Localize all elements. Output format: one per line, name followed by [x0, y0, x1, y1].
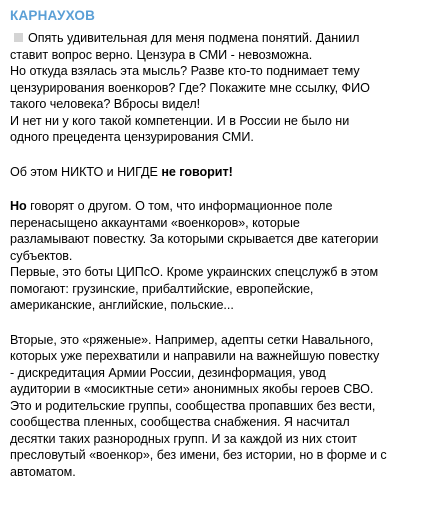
post-line: субъектов. [10, 248, 73, 263]
post-line: сообщества пленных, сообщества снабжения. Я насчитал [10, 415, 350, 429]
post-line: разламывают повестку. За которыми скрывается две категории [10, 232, 379, 246]
post-line: которых уже перехватили и направили на важнейшую повестку [10, 349, 380, 363]
post-line: помогают: грузинские, прибалтийские, европейские, [10, 281, 314, 296]
post-line: десятки таких разнородных групп. И за каждой из них стоит [10, 431, 358, 446]
square-emoji-icon [14, 33, 23, 42]
post-line: Об этом НИКТО и НИГДЕ не говорит! [10, 164, 233, 179]
post-line: пресловутый «военкор», без имени, без истории, но в форме и с [10, 448, 387, 462]
post-line: американские, английские, польские... [10, 298, 234, 312]
post-line: - дискредитация Армии России, дезинформация, увод [10, 365, 326, 380]
post-line: перенасыщено аккаунтами «военкоров», которые [10, 215, 300, 230]
post-line: автоматом. [10, 464, 76, 479]
post-line: Но говорят о другом. О том, что информационное поле [10, 199, 333, 213]
post-line: И нет ни у кого такой компетенции. И в России не было ни [10, 113, 350, 128]
post-line: аудитории в «мосиктные сети» анонимных якобы героев СВО. [10, 382, 374, 396]
post-line: Вторые, это «ряженые». Например, адепты сетки Навального, [10, 332, 374, 347]
post-line: такого человека? Вбросы видел! [10, 97, 201, 111]
post-line: ставит вопрос верно. Цензура в СМИ - невозможна. [10, 47, 313, 62]
channel-author-name[interactable]: КАРНАУХОВ [10, 8, 96, 23]
post-line: Но откуда взялась эта мысль? Разве кто-то поднимает тему [10, 64, 360, 78]
paragraph-gap [10, 314, 424, 332]
post-line: одного прецедента цензурирования СМИ. [10, 130, 254, 144]
post-body [10, 30, 424, 480]
paragraph-gap [10, 180, 424, 198]
post-line: Это и родительские группы, сообщества пропавших без вести, [10, 398, 376, 413]
post-line: Первые, это боты ЦИПсО. Кроме украинских спецслужб в этом [10, 265, 379, 279]
bold-text: не говорит! [161, 164, 233, 179]
post-line: цензурирования военкоров? Где? Покажите мне ссылку, ФИО [10, 80, 370, 95]
bold-text: Но [10, 199, 27, 213]
post-line: Опять удивительная для меня подмена понятий. Даниил [10, 30, 424, 47]
paragraph-gap [10, 146, 424, 164]
